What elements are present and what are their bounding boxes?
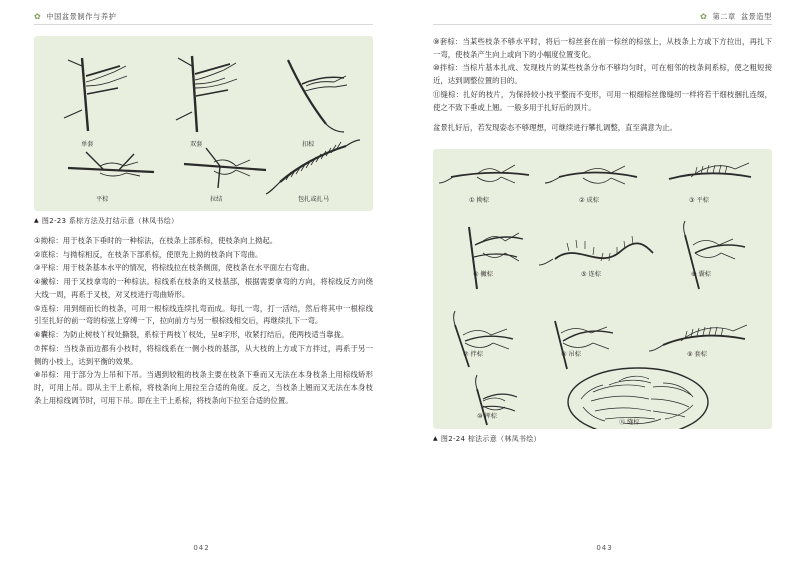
- flower-ornament-icon-right: ✿: [700, 12, 708, 21]
- figure-2-24-caption-text: 图2-24 棕法示意（林凤书绘）: [440, 435, 541, 444]
- paragraph-6: ⑥囊棕：为防止树枝丫杈处撕裂，系棕于两枝丫杈处，呈8字形，收紧打结后，使两枝适当靠拢。: [34, 330, 349, 340]
- figure-2-24-label-4: ④ 撇棕: [473, 271, 493, 279]
- figure-2-23: [34, 36, 373, 211]
- right-page-content: [433, 36, 772, 532]
- triangle-marker-icon: ▲: [34, 217, 39, 224]
- figure-2-24-label-1: ① 拗棕: [469, 197, 489, 205]
- figure-label-3: 扣棕: [302, 141, 315, 148]
- right-page: [403, 0, 806, 568]
- figure-2-24-label-2: ② 成棕: [579, 197, 599, 205]
- running-head-right: [700, 12, 772, 22]
- paragraph-gap: [433, 115, 772, 122]
- paragraph-10: ⑩拌棕：当棕片基本扎成、发现枝片的某些枝条分布不够均匀时，可在相邻的枝条间系棕，使之粗短接近，达到调整位置的目的。: [433, 63, 772, 86]
- figure-label-4: 平棕: [96, 196, 109, 203]
- left-page-content: [34, 36, 373, 532]
- figure-2-24-label-3: ③ 平棕: [689, 197, 709, 205]
- figure-label-5: 拉结: [210, 196, 223, 203]
- running-head-left: [34, 12, 116, 22]
- figure-2-24-label-7: ⑦ 拌棕: [463, 351, 483, 359]
- paragraph-8: ⑧吊棕：用于部分为上吊和下吊。当遇到较粗的枝条主要在枝条下垂而又无法在本身枝条上用棕线矫形时，可用上吊。即从主干上系棕，将枝条向上用拉至合适的角度。反之，当枝条上翘而又无法在本身枝条上用棕线调节时，可用下吊。即在主干上系棕，将枝条向下拉至合适的位置。: [34, 370, 373, 405]
- running-head-chapter: 第二章: [712, 12, 736, 21]
- folio-left: 042: [193, 544, 210, 552]
- figure-2-24-label-5: ⑤ 连棕: [581, 271, 601, 279]
- paragraph-11: ⑪缝棕：扎好的枝片，为保持较小枝平整而不变形，可用一根细棕丝像缝纫一样将若干细枝捆扎连缀，使之不致下垂或上翘。一般多用于扎好后的顶片。: [433, 89, 772, 112]
- figure-2-24-label-9: ⑨ 套棕: [687, 351, 707, 359]
- paragraph-7: ⑦挥棕：当枝条而边都有小枝时，将棕线系在一侧小枝的基部，从大枝的上方或下方拌过，再系于另一侧的小枝上，达到平衡的效果。: [34, 343, 373, 366]
- figure-2-24-caption: [433, 434, 772, 444]
- figure-2-23-illustration: [34, 36, 373, 211]
- running-head-section: 盆景造型: [740, 12, 772, 21]
- folio-right: 043: [596, 544, 613, 552]
- paragraph-12: 盆景扎好后，若发现姿态不够理想，可继续进行攀扎调整，直至满意为止。: [433, 123, 677, 133]
- figure-2-23-caption-text: 图2-23 系棕方法及打结示意（林凤书绘）: [41, 217, 179, 225]
- running-head-rule-right: [433, 24, 772, 25]
- figure-2-23-caption: [34, 216, 373, 226]
- figure-2-24-label-11: ⑪ 缝棕: [619, 419, 640, 427]
- figure-2-24: [433, 149, 772, 429]
- paragraph-3: ③平棕：用于枝条基本水平的情况，将棕线拉在枝条侧面，使枝条在水平面左右弯曲。: [34, 263, 315, 273]
- figure-2-24-illustration: [433, 149, 772, 429]
- figure-label-2: 双套: [190, 141, 203, 148]
- running-head-rule-left: [34, 24, 373, 25]
- left-page-body: [34, 235, 373, 408]
- figure-2-24-label-10: ⑩ 挥棕: [477, 413, 497, 421]
- paragraph-4: ④撇棕：用于叉枝拿弯的一种棕法。棕线系在枝条的叉枝基部，根据需要拿弯的方向，将棕线反方向绕大线一周，再系于叉枝，对叉枝进行弯曲矫形。: [34, 277, 373, 299]
- flower-ornament-icon: ✿: [34, 12, 42, 21]
- running-head-left-title: 中国盆景制作与养护: [46, 12, 117, 21]
- figure-label-6: 包扎或扎马: [298, 196, 329, 203]
- paragraph-9: ⑨套棕：当某些枝条不够水平时，将后一棕丝套在前一棕丝的棕弦上，从枝条上方或下方拉出，再扎下一弯，使枝条产生向上或向下的小幅度位置变化。: [433, 37, 772, 59]
- figure-2-24-label-6: ⑥ 囊棕: [691, 271, 711, 279]
- paragraph-2: ②底棕：与拗棕相反，在枝条下部系棕，使原先上拗的枝条向下弯曲。: [34, 249, 263, 259]
- figure-2-24-label-8: ⑧ 吊棕: [561, 351, 581, 359]
- triangle-marker-icon-right: ▲: [433, 435, 438, 443]
- paragraph-1: ①拗棕：用于枝条下垂时的一种棕法，在枝条上部系棕，使枝条向上拗起。: [34, 236, 278, 245]
- paragraph-5: ⑤连棕：用到细而长的枝条，可用一根棕线连续扎弯而成。每扎一弯，打一活结，然后将其中一根棕线引至扎好的前一弯的棕弦上穿缚一下，拉向前方与另一根棕线相交后，再继续扎下一弯。: [34, 303, 373, 326]
- right-page-body: [433, 36, 772, 135]
- figure-label-1: 单套: [81, 141, 94, 148]
